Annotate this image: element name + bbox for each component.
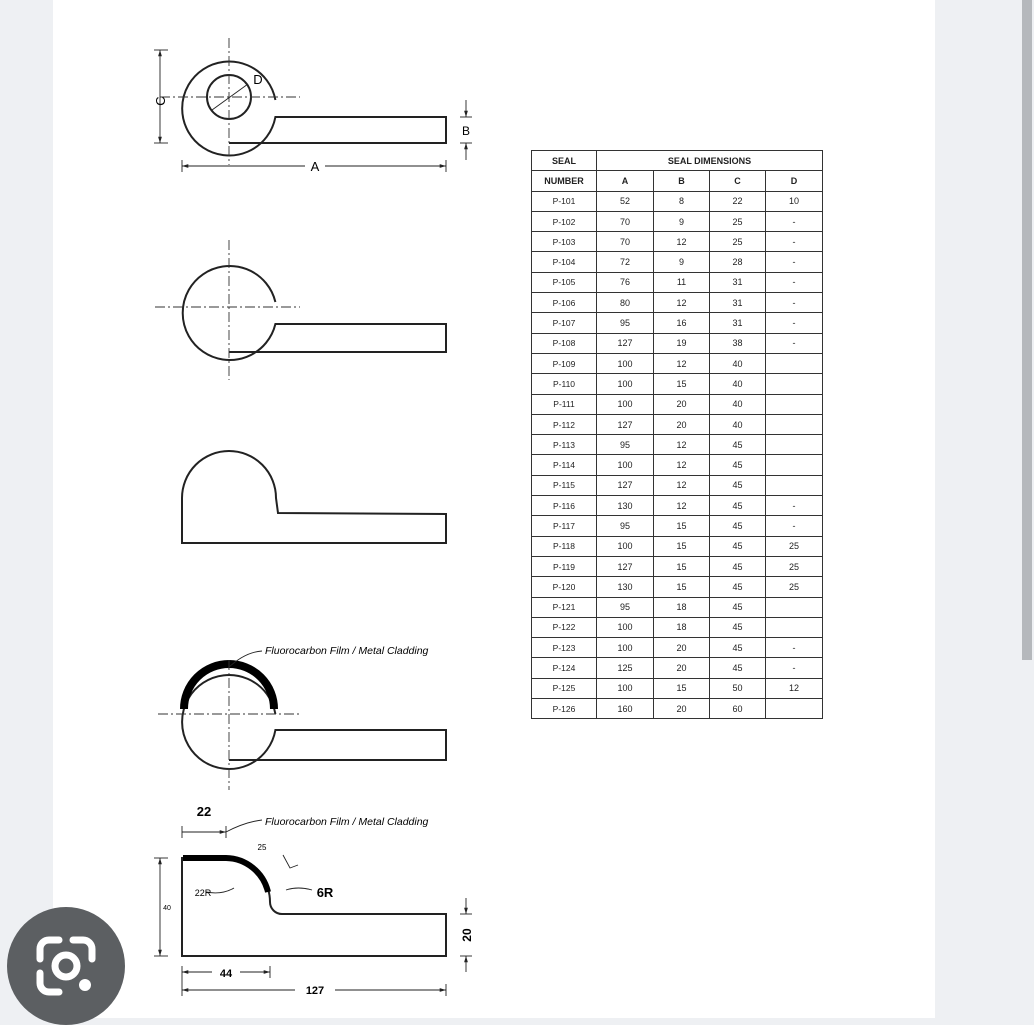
- dim-a-cell: 100: [597, 394, 654, 414]
- table-row: [532, 313, 823, 333]
- dim-c-cell: 45: [710, 577, 766, 597]
- dim-a-cell: 70: [597, 211, 654, 231]
- dim-c-cell: 45: [710, 536, 766, 556]
- dim-d-cell: [766, 435, 823, 455]
- dim-c-cell: 45: [710, 496, 766, 516]
- dim-40: 40: [163, 905, 171, 912]
- table-row: [532, 597, 823, 617]
- dim-25: 25: [257, 843, 267, 852]
- seal-number-cell: P-108: [532, 333, 597, 353]
- dim-d-cell: 25: [766, 536, 823, 556]
- seal-number-cell: P-122: [532, 617, 597, 637]
- dim-a-cell: 100: [597, 536, 654, 556]
- seal-profile-2: [183, 266, 446, 360]
- dim-a-cell: 127: [597, 414, 654, 434]
- dim-b-cell: 20: [654, 699, 710, 719]
- dim-b-cell: 18: [654, 617, 710, 637]
- dim-d-cell: [766, 394, 823, 414]
- dim-c-cell: 22: [710, 191, 766, 211]
- table-row: [532, 293, 823, 313]
- dim-b-cell: 12: [654, 496, 710, 516]
- dim-b-cell: 15: [654, 556, 710, 576]
- seal-profile-1: [182, 61, 446, 155]
- dim-d-cell: 25: [766, 556, 823, 576]
- dim-b-cell: 20: [654, 414, 710, 434]
- seal-number-cell: P-105: [532, 272, 597, 292]
- dim-a-cell: 100: [597, 374, 654, 394]
- dim-c-cell: 45: [710, 516, 766, 536]
- seal-number-cell: P-116: [532, 496, 597, 516]
- seal-number-cell: P-111: [532, 394, 597, 414]
- table-row: [532, 658, 823, 678]
- dim-b-cell: 15: [654, 536, 710, 556]
- seal-number-cell: P-106: [532, 293, 597, 313]
- seal-number-cell: P-112: [532, 414, 597, 434]
- dim-d-cell: -: [766, 516, 823, 536]
- dim-b-cell: 18: [654, 597, 710, 617]
- table-row: [532, 232, 823, 252]
- dim-b-cell: 20: [654, 394, 710, 414]
- dim-6r: 6R: [316, 885, 334, 900]
- seal-number-cell: P-119: [532, 556, 597, 576]
- dim-d-cell: -: [766, 313, 823, 333]
- dim-d-cell: -: [766, 252, 823, 272]
- dimensions-5: [154, 820, 472, 996]
- dim-a-cell: 100: [597, 617, 654, 637]
- dim-c-cell: 45: [710, 658, 766, 678]
- dim-c-cell: 31: [710, 293, 766, 313]
- dim-b-cell: 15: [654, 678, 710, 698]
- seal-number-cell: P-123: [532, 638, 597, 658]
- google-lens-button[interactable]: [7, 907, 125, 1025]
- dim-d-cell: 10: [766, 191, 823, 211]
- header-col-a: A: [597, 171, 654, 191]
- dim-b-cell: 8: [654, 191, 710, 211]
- centerlines-4: [158, 660, 300, 790]
- seal-number-cell: P-125: [532, 678, 597, 698]
- dim-c-cell: 45: [710, 638, 766, 658]
- table-row: [532, 394, 823, 414]
- dim-a-cell: 100: [597, 678, 654, 698]
- seal-number-cell: P-120: [532, 577, 597, 597]
- table-row: [532, 272, 823, 292]
- dim-d-cell: [766, 597, 823, 617]
- seal-number-cell: P-118: [532, 536, 597, 556]
- dim-d-cell: -: [766, 232, 823, 252]
- dim-c-cell: 45: [710, 455, 766, 475]
- dim-a-cell: 130: [597, 577, 654, 597]
- dim-d-cell: -: [766, 333, 823, 353]
- seal-number-cell: P-115: [532, 475, 597, 495]
- seal-number-cell: P-103: [532, 232, 597, 252]
- table-row: [532, 414, 823, 434]
- seal-profile-5: [182, 858, 446, 956]
- table-row: [532, 374, 823, 394]
- dim-a-cell: 95: [597, 597, 654, 617]
- dim-d-cell: -: [766, 211, 823, 231]
- dim-c-cell: 40: [710, 353, 766, 373]
- dim-d-cell: -: [766, 638, 823, 658]
- table-row: [532, 536, 823, 556]
- seal-number-cell: P-126: [532, 699, 597, 719]
- dim-a-cell: 160: [597, 699, 654, 719]
- dim-a-cell: 127: [597, 556, 654, 576]
- dim-a-cell: 127: [597, 333, 654, 353]
- cladding-arc-5: [183, 858, 268, 892]
- dim-b-cell: 11: [654, 272, 710, 292]
- dim-c-cell: 31: [710, 313, 766, 333]
- google-lens-icon: [7, 907, 125, 1025]
- dim-c-cell: 45: [710, 475, 766, 495]
- dim-44: 44: [219, 968, 233, 980]
- dim-a-cell: 72: [597, 252, 654, 272]
- table-row: [532, 678, 823, 698]
- label-b: B: [461, 124, 471, 138]
- table-row: [532, 496, 823, 516]
- header-seal-dimensions: SEAL DIMENSIONS: [597, 151, 823, 171]
- seal-number-cell: P-101: [532, 191, 597, 211]
- dim-b-cell: 16: [654, 313, 710, 333]
- dim-d-cell: [766, 475, 823, 495]
- dim-d-cell: [766, 455, 823, 475]
- cladding-label-5: Fluorocarbon Film / Metal Cladding: [265, 816, 429, 828]
- dim-a-cell: 80: [597, 293, 654, 313]
- dim-d-cell: [766, 414, 823, 434]
- dim-a-cell: 70: [597, 232, 654, 252]
- dim-b-cell: 12: [654, 232, 710, 252]
- dim-b-cell: 12: [654, 293, 710, 313]
- dim-b-cell: 12: [654, 353, 710, 373]
- dim-a-cell: 127: [597, 475, 654, 495]
- seal-number-cell: P-110: [532, 374, 597, 394]
- dim-a-cell: 95: [597, 516, 654, 536]
- table-row: [532, 252, 823, 272]
- table-row: [532, 516, 823, 536]
- dim-a-cell: 100: [597, 638, 654, 658]
- dim-c-cell: 45: [710, 617, 766, 637]
- seal-number-cell: P-114: [532, 455, 597, 475]
- table-body: [532, 191, 823, 719]
- dim-d-cell: 12: [766, 678, 823, 698]
- seal-number-cell: P-113: [532, 435, 597, 455]
- table-row: [532, 617, 823, 637]
- dim-b-cell: 20: [654, 638, 710, 658]
- label-d: D: [253, 72, 263, 87]
- dim-a-cell: 76: [597, 272, 654, 292]
- dim-d-cell: [766, 353, 823, 373]
- dim-c-cell: 40: [710, 394, 766, 414]
- dim-c-cell: 45: [710, 556, 766, 576]
- table-row: [532, 333, 823, 353]
- dim-c-cell: 25: [710, 211, 766, 231]
- centerlines-1: [160, 38, 300, 165]
- dim-20: 20: [460, 928, 474, 942]
- seal-number-cell: P-104: [532, 252, 597, 272]
- seal-number-cell: P-124: [532, 658, 597, 678]
- dim-c-cell: 31: [710, 272, 766, 292]
- dim-b-cell: 19: [654, 333, 710, 353]
- dim-c-cell: 50: [710, 678, 766, 698]
- dim-d-cell: -: [766, 658, 823, 678]
- dimensions-1: [154, 50, 472, 172]
- table-row: [532, 577, 823, 597]
- seal-number-cell: P-117: [532, 516, 597, 536]
- header-col-c: C: [710, 171, 766, 191]
- table-row: [532, 435, 823, 455]
- header-col-d: D: [766, 171, 823, 191]
- dim-d-cell: -: [766, 496, 823, 516]
- header-number: NUMBER: [532, 171, 597, 191]
- dim-a-cell: 130: [597, 496, 654, 516]
- dim-d-cell: [766, 699, 823, 719]
- dim-c-cell: 28: [710, 252, 766, 272]
- table-row: [532, 556, 823, 576]
- dim-a-cell: 52: [597, 191, 654, 211]
- dim-b-cell: 9: [654, 252, 710, 272]
- dim-c-cell: 45: [710, 597, 766, 617]
- dim-d-cell: [766, 374, 823, 394]
- seal-number-cell: P-109: [532, 353, 597, 373]
- dim-b-cell: 12: [654, 475, 710, 495]
- seal-number-cell: P-102: [532, 211, 597, 231]
- dim-c-cell: 38: [710, 333, 766, 353]
- dim-c-cell: 40: [710, 374, 766, 394]
- dim-b-cell: 15: [654, 374, 710, 394]
- header-col-b: B: [654, 171, 710, 191]
- dim-c-cell: 25: [710, 232, 766, 252]
- label-c: C: [153, 96, 168, 106]
- seal-profile-3: [182, 451, 446, 543]
- dim-c-cell: 40: [710, 414, 766, 434]
- seal-number-cell: P-121: [532, 597, 597, 617]
- dim-b-cell: 15: [654, 577, 710, 597]
- dim-d-cell: -: [766, 272, 823, 292]
- dim-22r: 22R: [194, 888, 212, 898]
- dim-b-cell: 15: [654, 516, 710, 536]
- table-row: [532, 211, 823, 231]
- table-row: [532, 191, 823, 211]
- dim-b-cell: 20: [654, 658, 710, 678]
- dim-b-cell: 12: [654, 435, 710, 455]
- dim-c-cell: 60: [710, 699, 766, 719]
- dim-a-cell: 125: [597, 658, 654, 678]
- dim-d-cell: 25: [766, 577, 823, 597]
- dim-127: 127: [305, 985, 325, 997]
- dim-a-cell: 100: [597, 455, 654, 475]
- dim-b-cell: 12: [654, 455, 710, 475]
- dim-d-cell: [766, 617, 823, 637]
- dim-c-cell: 45: [710, 435, 766, 455]
- dim-a-cell: 100: [597, 353, 654, 373]
- seal-dimensions-table: [531, 150, 823, 719]
- table-row: [532, 638, 823, 658]
- seal-number-cell: P-107: [532, 313, 597, 333]
- table-row: [532, 699, 823, 719]
- table-row: [532, 475, 823, 495]
- label-a: A: [310, 159, 320, 174]
- seal-profile-4: [182, 675, 446, 769]
- table-row: [532, 455, 823, 475]
- cladding-label-4: Fluorocarbon Film / Metal Cladding: [265, 645, 429, 657]
- table-row: [532, 353, 823, 373]
- dim-d-cell: -: [766, 293, 823, 313]
- header-seal: SEAL: [532, 151, 597, 171]
- dim-a-cell: 95: [597, 435, 654, 455]
- dim-22: 22: [196, 804, 212, 819]
- dim-a-cell: 95: [597, 313, 654, 333]
- dim-b-cell: 9: [654, 211, 710, 231]
